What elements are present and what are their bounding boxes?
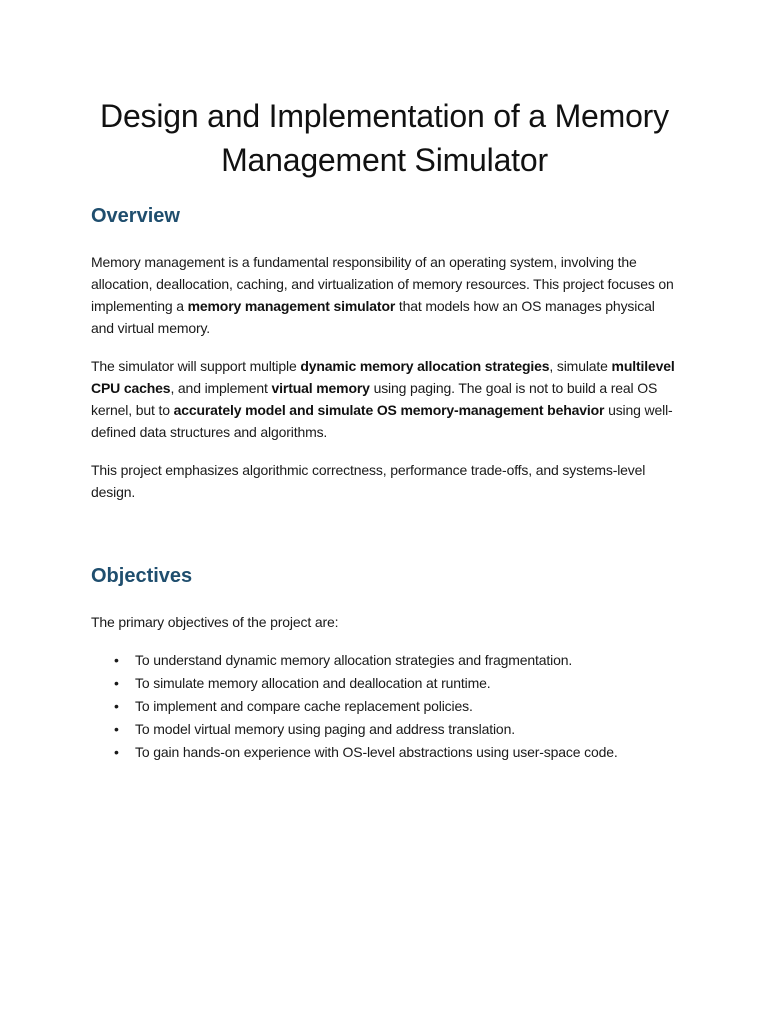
bullet-icon: • xyxy=(114,721,119,737)
list-item-text: To gain hands-on experience with OS-level abstractions using user-space code. xyxy=(135,744,618,760)
bullet-icon: • xyxy=(114,744,119,760)
list-item xyxy=(91,741,678,764)
list-item-text: To model virtual memory using paging and address translation. xyxy=(135,721,515,737)
overview-p2-text-3: , and implement xyxy=(170,380,272,396)
overview-p2-bold-1: dynamic memory allocation strategies xyxy=(300,358,550,374)
overview-paragraph-1 xyxy=(91,251,678,339)
bullet-icon: • xyxy=(114,698,119,714)
list-item xyxy=(91,649,678,672)
bullet-icon: • xyxy=(114,675,119,691)
overview-p1-text-1: Memory management is a fundamental responsibility of an operating system, involving the allocation, deallocation, caching, and virtualization of memory resources. This project focuses on implementing a xyxy=(91,254,674,314)
objectives-intro: The primary objectives of the project are: xyxy=(91,614,339,630)
overview-p2-text-2: , simulate xyxy=(549,358,612,374)
overview-paragraph-2 xyxy=(91,355,678,443)
list-item xyxy=(91,672,678,695)
objectives-heading: Objectives xyxy=(91,565,193,587)
document-title: Design and Implementation of a Memory Management Simulator xyxy=(100,98,669,178)
overview-p2-text-4: using paging. The goal is not to build a real OS kernel, but to xyxy=(91,380,658,418)
bullet-icon: • xyxy=(114,652,119,668)
overview-p2-bold-2: multilevel CPU caches xyxy=(91,358,675,396)
overview-p2-text-5: using well-defined data structures and algorithms. xyxy=(91,402,673,440)
list-item-text: To understand dynamic memory allocation strategies and fragmentation. xyxy=(135,652,573,668)
overview-p1-bold-1: memory management simulator xyxy=(187,298,396,314)
overview-heading: Overview xyxy=(91,205,180,227)
overview-p2-bold-4: accurately model and simulate OS memory-management behavior xyxy=(173,402,605,418)
list-item xyxy=(91,695,678,718)
overview-paragraph-3: This project emphasizes algorithmic correctness, performance trade-offs, and systems-level design. xyxy=(91,462,646,500)
objectives-list xyxy=(91,649,678,764)
overview-p2-bold-3: virtual memory xyxy=(271,380,370,396)
list-item-text: To simulate memory allocation and deallocation at runtime. xyxy=(135,675,491,691)
list-item-text: To implement and compare cache replacement policies. xyxy=(135,698,473,714)
list-item xyxy=(91,718,678,741)
overview-p2-text-1: The simulator will support multiple xyxy=(91,358,301,374)
overview-p1-text-2: that models how an OS manages physical and virtual memory. xyxy=(91,298,655,336)
